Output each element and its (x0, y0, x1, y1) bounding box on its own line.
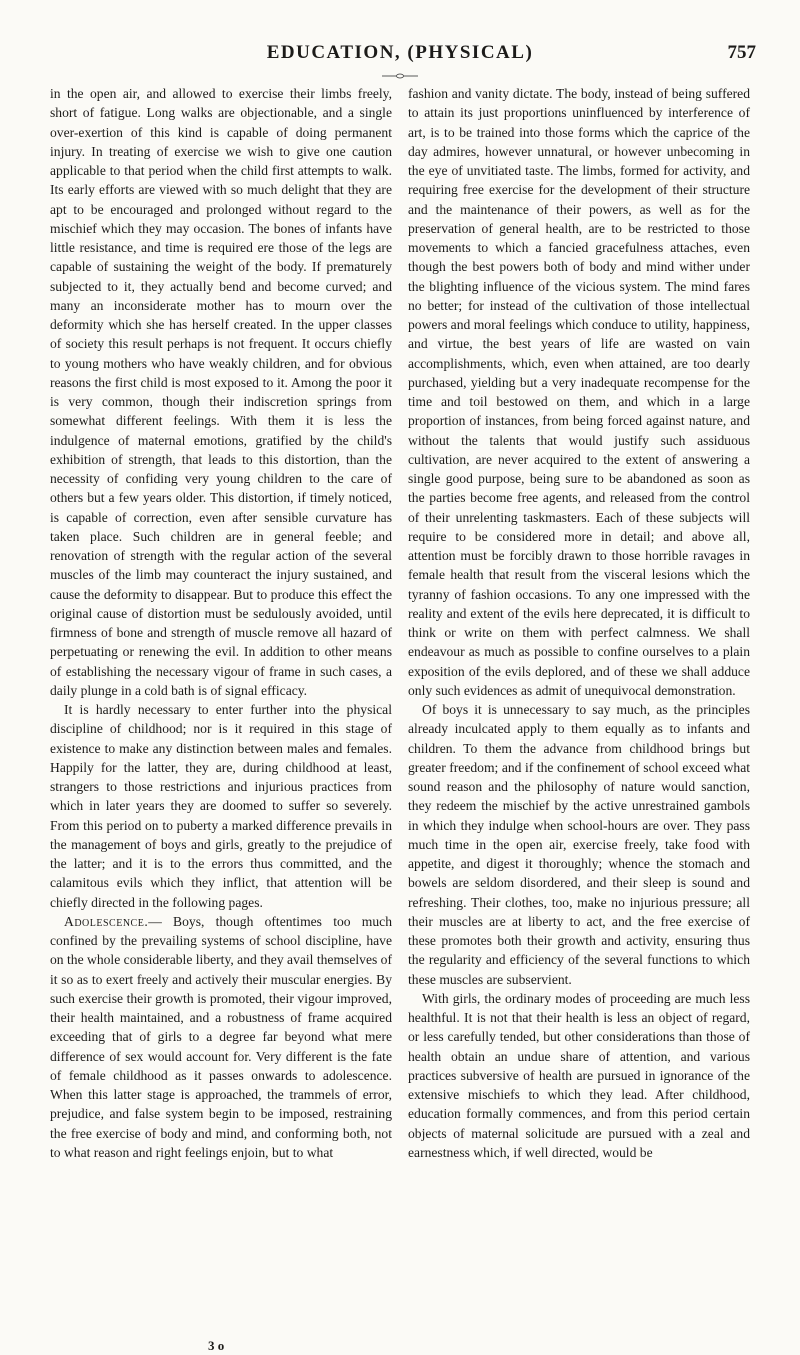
signature-mark: 3 o (208, 1338, 225, 1353)
right-paragraph-2: Of boys it is unnecessary to say much, as the principles already inculcated apply to them equally as to infants and children. To them the advance from childhood brings but greater freedom; and if the confinement of school exceed what sound reason and the philosophy of nature would sanction, they redeem the mischief by the active unrestrained gambols in which they indulge when school-hours are over. They pass much time in the open air, exercise freely, take food with appetite, and digest it thoroughly; whence the stomach and bowels are seldom disordered, and their sleep is sound and refreshing. Their clothes, too, make no injurious pressure; all their muscles are at liberty to act, and the free exercise of these promotes both their growth and activity, ensuring thus the regularity and efficiency of the several functions to which these muscles are subservient. (408, 702, 750, 987)
left-paragraph-3 (50, 912, 392, 1162)
right-paragraph-1: fashion and vanity dictate. The body, instead of being suffered to attain its just proportions uninfluenced by interference of art, is to be trained into those forms which the caprice of the day admires, however unnatural, or however unbecoming in the eye of unvitiated taste. The limbs, formed for activity, and requiring free exercise for the development of their structure and the maintenance of their powers, as well as for the preservation of general health, are to be restricted to those movements to which a fancied gracefulness attaches, even though the best powers both of body and mind wither under the blighting influence of the vicious system. The mind fares no better; for instead of the cultivation of those intellectual powers and moral feelings which conduce to utility, happiness, and virtue, the best years of life are wasted on vain accomplishments, which, even when attained, are too dearly purchased, yielding but a very inadequate recompense for the time and toil bestowed on them, and which in a large proportion of instances, from being forced against nature, and without the talents that would justify such assiduous cultivation, are never acquired to the extent of answering a single good purpose, being sure to be abandoned as soon as the parties become free agents, and released from the control of their unrelenting taskmasters. Each of these subjects will require to be considered more in detail; and above all, attention must be forcibly drawn to those horrible ravages in female health that result from the visceral lesions which the tyranny of fashion occasions. To any one impressed with the reality and extent of the evils here deprecated, it is difficult to think or write on them with perfect calmness. We shall endeavour as much as possible to confine ourselves to a plain exposition of the evils deplored, and of these we shall adduce only such evidences as admit of unequivocal demonstration. (408, 86, 750, 698)
right-column (408, 84, 750, 1162)
left-paragraph-2: It is hardly necessary to enter further into the physical discipline of childhood; nor is it required in this stage of existence to make any distinction between males and females. Happily for the latter, they are, during childhood at least, strangers to those restrictions and injurious practices from which in later years they are doomed to suffer so severely. From this period on to puberty a marked difference prevails in the management of boys and girls, greatly to the prejudice of the latter; and it is to the errors thus committed, and the calamitous evils which they inflict, that attention will be chiefly directed in the following pages. (50, 702, 392, 910)
left-paragraph-3-text: — Boys, though oftentimes too much confined by the prevailing systems of school discipline, have on the whole considerable liberty, and they avail themselves of it so as to exert freely and actively their muscular energies. By such exercise their growth is promoted, their vigour improved, their health maintained, and a robustness of frame acquired exceeding that of girls to a degree far beyond what mere difference of sex would account for. Very different is the fate of female childhood as it passes onwards to adolescence. When this latter stage is approached, the trammels of error, prejudice, and false system begin to be imposed, restraining the free exercise of body and mind, and conforming both, not to what reason and right feelings enjoin, but to what (50, 913, 392, 1160)
right-paragraph-3-text: With girls, the ordinary modes of proceeding are much less healthful. It is not that their health is less an object of regard, or less carefully tended, but other considerations than those of health obtain an undue share of attention, and various practices subversive of health are pursued in ignorance of the extensive mischiefs to which they lead. After childhood, education formally commences, and from this period certain objects of maternal solicitude are pursued with a zeal and earnestness which, if well directed, would (408, 990, 750, 1160)
running-title: EDUCATION, (PHYSICAL) (266, 42, 534, 63)
section-heading-adolescence: Adolescence. (64, 913, 149, 929)
running-header (0, 38, 800, 68)
left-column (50, 84, 392, 1162)
header-ornament-icon (380, 72, 420, 80)
right-paragraph-3 (408, 989, 750, 1162)
catchword: be (639, 1144, 653, 1160)
page-number: 757 (727, 42, 756, 63)
left-paragraph-1: in the open air, and allowed to exercise their limbs freely, short of fatigue. Long walks are objectionable, and a single over-exertion of this kind is capable of doing permanent injury. In treating of exercise we wish to give one caution applicable to that period when the child first attempts to walk. Its early efforts are viewed with so much delight that they are apt to be encouraged and prolonged without regard to the mischief which they may occasion. The bones of infants have little resistance, and time is required ere those of the legs are capable of sustaining the weight of the body. If prematurely subjected to it, they actually bend and become curved; and many an inconsiderate mother has to mourn over the deformity which she has herself created. In the upper classes of society this result perhaps is not frequent. It occurs chiefly to young mothers who have weakly children, and for obvious reasons the first child is most exposed to it. Among the poor it is very common, though their indiscretion springs from somewhat different feelings. With them it is less the indulgence of maternal emotions, gratified by the child's exhibition of strength, that leads to this distortion, than the necessity of confiding very young children to the care of others but a few years older. This distortion, if timely noticed, is capable of correction, even after sensible curvature has taken place. Such children are in general feeble; and renovation of strength with the regular action of the several muscles of the limb may counteract the injury sustained, and cause the deformity to disappear. But to produce this effect the original cause of distortion must be sedulously avoided, until firmness of bone and strength of muscle remove all hazard of perpetuating or renewing the evil. In addition to other means of establishing the necessary vigour of frame in such cases, a daily plunge in a cold bath is of signal efficacy. (50, 86, 392, 698)
column-gutter (399, 84, 400, 1334)
